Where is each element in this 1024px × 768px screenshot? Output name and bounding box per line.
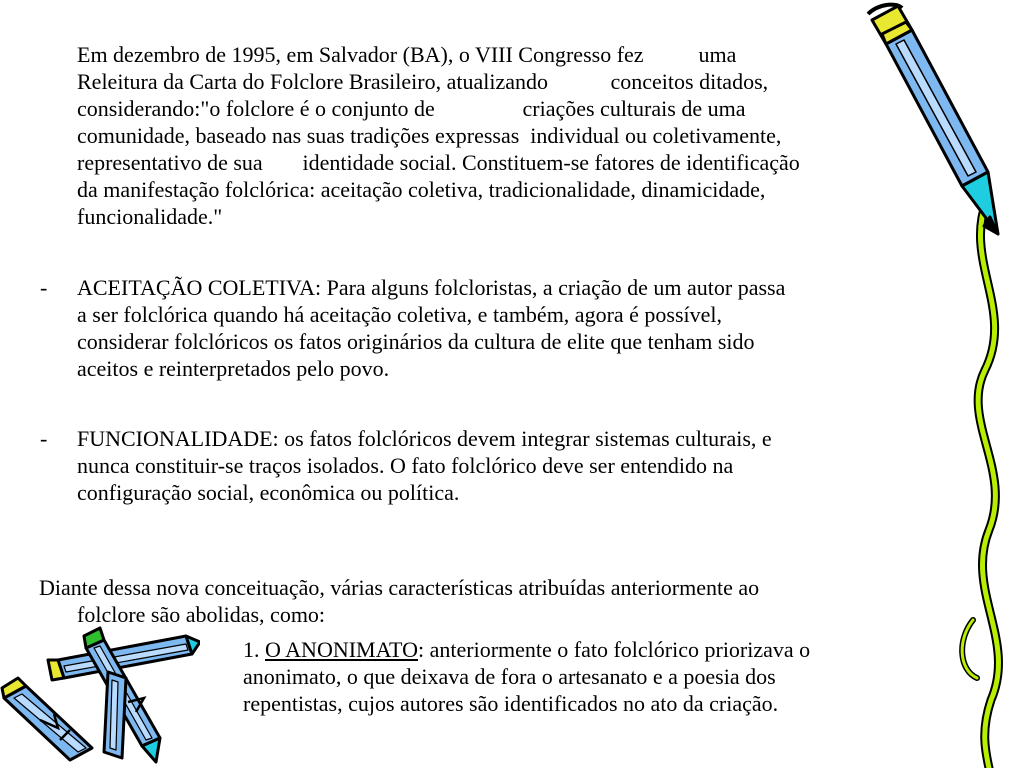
intro-line: comunidade, baseado nas suas tradições expressas individual ou coletivamente, — [77, 123, 782, 148]
pencils-icon — [0, 620, 200, 765]
intro-line: funcionalidade." — [77, 204, 223, 229]
closing-paragraph — [39, 574, 759, 628]
numbered-item-anonimato — [243, 636, 810, 717]
bullet-line: considerar folclóricos os fatos originários da cultura de elite que tenham sido — [77, 329, 755, 354]
intro-line: da manifestação folclórica: aceitação coletiva, tradicionalidade, dinamicidade, — [77, 177, 766, 202]
item-line: anonimato, o que deixava de fora o artesanato e a poesia dos — [243, 664, 776, 689]
intro-line: representativo de sua identidade social. Constituem-se fatores de identificação — [77, 150, 800, 175]
bullet-line: aceitos e reinterpretados pelo povo. — [77, 356, 390, 381]
bullet-marker: - — [40, 275, 48, 300]
item-term: O ANONIMATO — [265, 637, 418, 662]
bullet-line: a ser folclórica quando há aceitação coletiva, e também, agora é possível, — [77, 302, 723, 327]
intro-paragraph — [77, 41, 800, 230]
bullet-line: nunca constituir-se traços isolados. O fato folclórico deve ser entendido na — [77, 453, 734, 478]
bullet-line: ACEITAÇÃO COLETIVA: Para alguns folcloristas, a criação de um autor passa — [77, 275, 786, 300]
bullet-aceitacao-coletiva — [77, 274, 785, 382]
intro-line: Releitura da Carta do Folclore Brasileiro, atualizando conceitos ditados, — [77, 69, 769, 94]
bullet-marker: - — [40, 426, 48, 451]
item-first-text: : anteriormente o fato folclórico priorizava o — [418, 637, 811, 662]
closing-line: folclore são abolidas, como: — [77, 602, 326, 627]
closing-line: Diante dessa nova conceituação, várias características atribuídas anteriormente ao — [39, 575, 760, 600]
intro-line: Em dezembro de 1995, em Salvador (BA), o VIII Congresso fez uma — [77, 42, 737, 67]
bullet-funcionalidade — [77, 425, 772, 506]
item-line: repentistas, cujos autores são identificados no ato da criação. — [243, 691, 779, 716]
vine-decoration — [955, 200, 1024, 768]
intro-line: considerando:"o folclore é o conjunto de criações culturais de uma — [77, 96, 746, 121]
item-first-line — [243, 636, 810, 663]
item-number: 1. — [243, 637, 260, 662]
pencil-icon — [858, 2, 1008, 242]
bullet-line: FUNCIONALIDADE: os fatos folclóricos devem integrar sistemas culturais, e — [77, 426, 772, 451]
bullet-line: configuração social, econômica ou política. — [77, 480, 460, 505]
